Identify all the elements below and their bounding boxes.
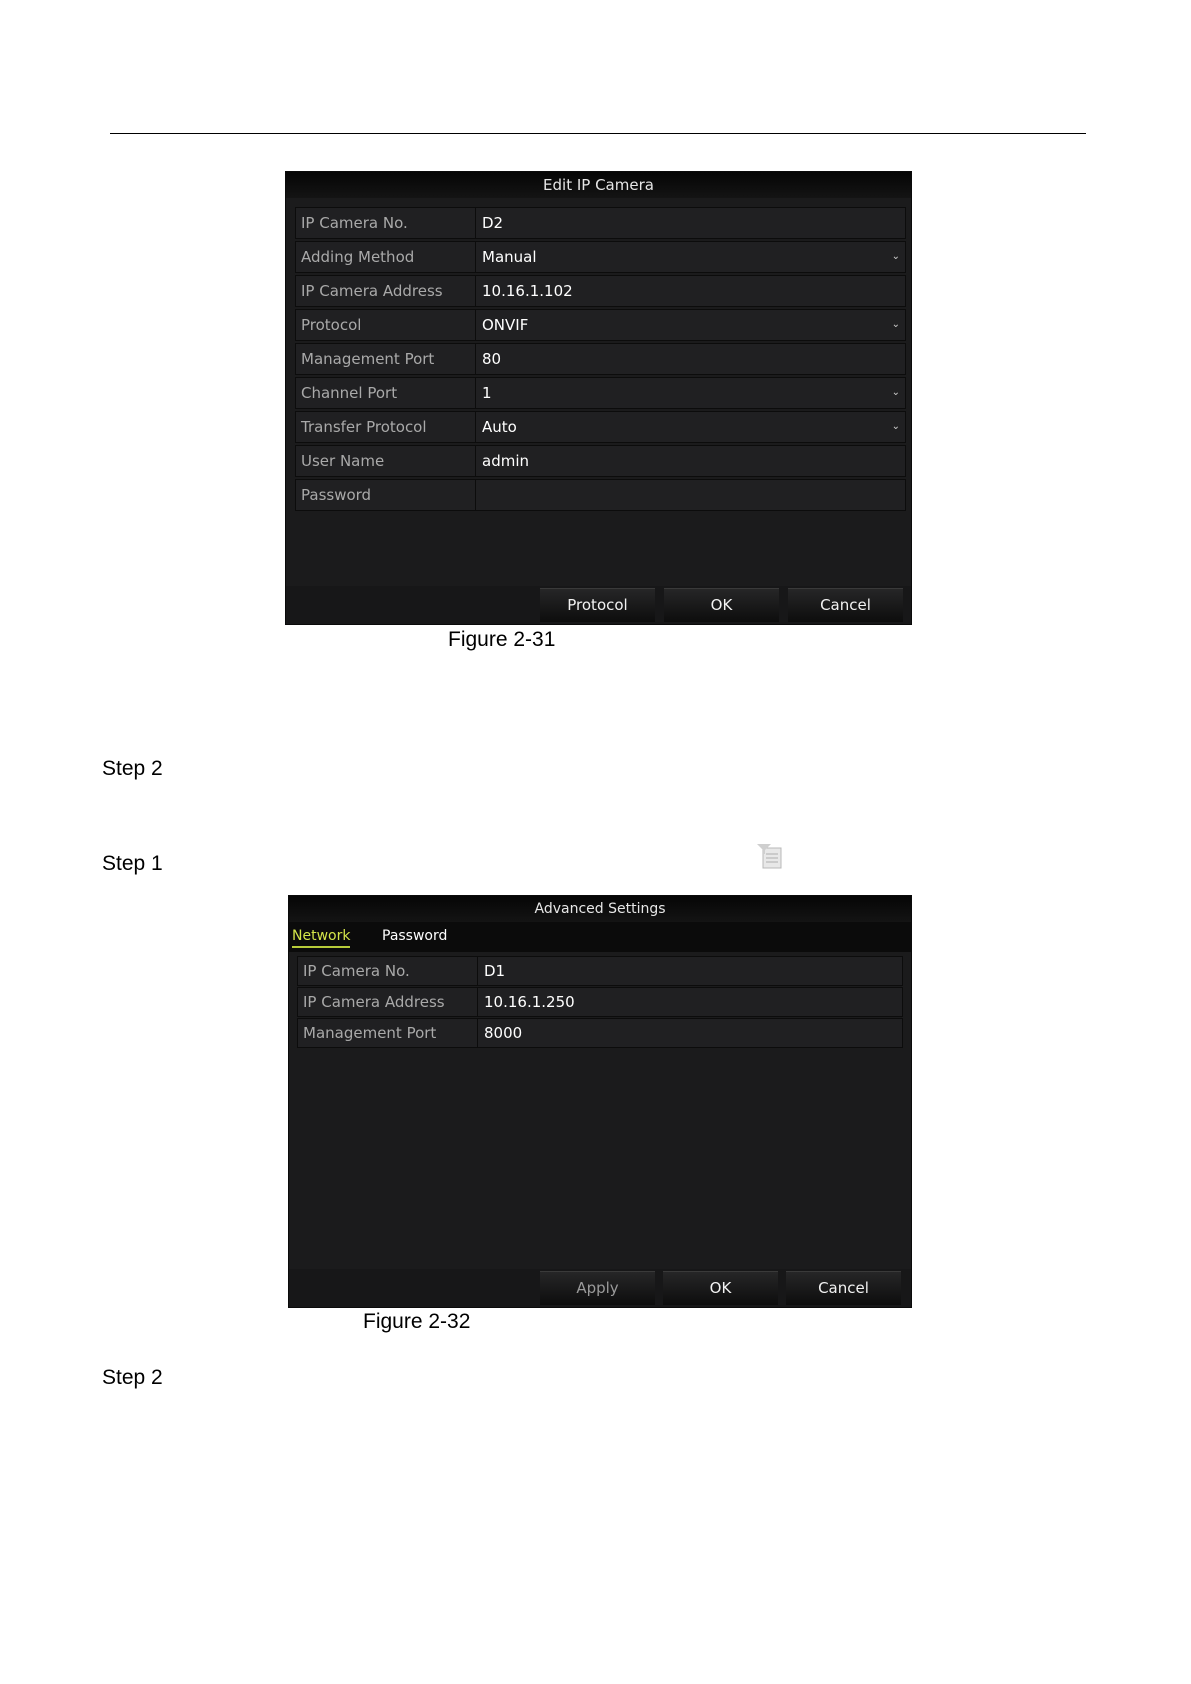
protocol-button[interactable]: Protocol [540, 588, 655, 622]
tab-network[interactable]: Network [292, 926, 350, 948]
row-label: IP Camera Address [298, 988, 478, 1016]
transfer-protocol-select[interactable] [477, 412, 905, 442]
row-label: Password [296, 480, 476, 510]
row-label: Management Port [296, 344, 476, 374]
chevron-down-icon[interactable]: ⌄ [891, 421, 900, 432]
user-name-field[interactable]: admin [482, 452, 529, 470]
row-label: Management Port [298, 1019, 478, 1047]
row-label: User Name [296, 446, 476, 476]
user-name-row [295, 445, 906, 477]
edit-ip-camera-dialog [285, 171, 912, 625]
row-label: Protocol [296, 310, 476, 340]
transfer-protocol-row [295, 411, 906, 443]
dialog-title: Advanced Settings [289, 896, 911, 922]
channel-port-row [295, 377, 906, 409]
ok-button[interactable]: OK [663, 1271, 778, 1305]
management-port-field[interactable]: 8000 [484, 1024, 523, 1042]
row-label: IP Camera No. [298, 957, 478, 985]
chevron-down-icon[interactable]: ⌄ [891, 387, 900, 398]
ip-camera-address-row [295, 275, 906, 307]
select-value: Auto [482, 418, 517, 436]
row-label: IP Camera No. [296, 208, 476, 238]
channel-port-select[interactable] [477, 378, 905, 408]
dialog-title: Edit IP Camera [286, 172, 911, 198]
password-row [295, 479, 906, 511]
advanced-settings-icon [755, 840, 785, 870]
advanced-settings-dialog [288, 895, 912, 1308]
ip-camera-address-row [297, 987, 903, 1017]
select-value: Manual [482, 248, 537, 266]
management-port-row [297, 1018, 903, 1048]
step-label: Step 2 [102, 1366, 163, 1389]
row-label: Adding Method [296, 242, 476, 272]
header-rule [110, 133, 1086, 134]
button-bar [289, 1269, 911, 1307]
ip-camera-address-field[interactable]: 10.16.1.102 [482, 282, 573, 300]
figure-caption: Figure 2-31 [448, 628, 556, 651]
ok-button[interactable]: OK [664, 588, 779, 622]
row-label: Transfer Protocol [296, 412, 476, 442]
select-value: ONVIF [482, 316, 529, 334]
ip-camera-no-row [295, 207, 906, 239]
ip-camera-no-field[interactable]: D2 [482, 214, 504, 232]
ip-camera-no-row [297, 956, 903, 986]
step-label: Step 2 [102, 757, 163, 780]
management-port-row [295, 343, 906, 375]
button-bar [286, 586, 911, 624]
cancel-button[interactable]: Cancel [788, 588, 903, 622]
row-label: Channel Port [296, 378, 476, 408]
protocol-select[interactable] [477, 310, 905, 340]
ip-camera-address-field[interactable]: 10.16.1.250 [484, 993, 575, 1011]
figure-caption: Figure 2-32 [363, 1310, 471, 1333]
protocol-row [295, 309, 906, 341]
chevron-down-icon[interactable]: ⌄ [891, 251, 900, 262]
adding-method-select[interactable] [477, 242, 905, 272]
password-field[interactable] [477, 480, 905, 510]
management-port-field[interactable]: 80 [482, 350, 502, 368]
adding-method-row [295, 241, 906, 273]
select-value: 1 [482, 384, 492, 402]
cancel-button[interactable]: Cancel [786, 1271, 901, 1305]
tab-password[interactable]: Password [382, 928, 448, 944]
ip-camera-no-field[interactable]: D1 [484, 962, 506, 980]
tab-bar [289, 922, 911, 952]
row-label: IP Camera Address [296, 276, 476, 306]
apply-button[interactable]: Apply [540, 1271, 655, 1305]
step-label: Step 1 [102, 852, 163, 875]
chevron-down-icon[interactable]: ⌄ [891, 319, 900, 330]
